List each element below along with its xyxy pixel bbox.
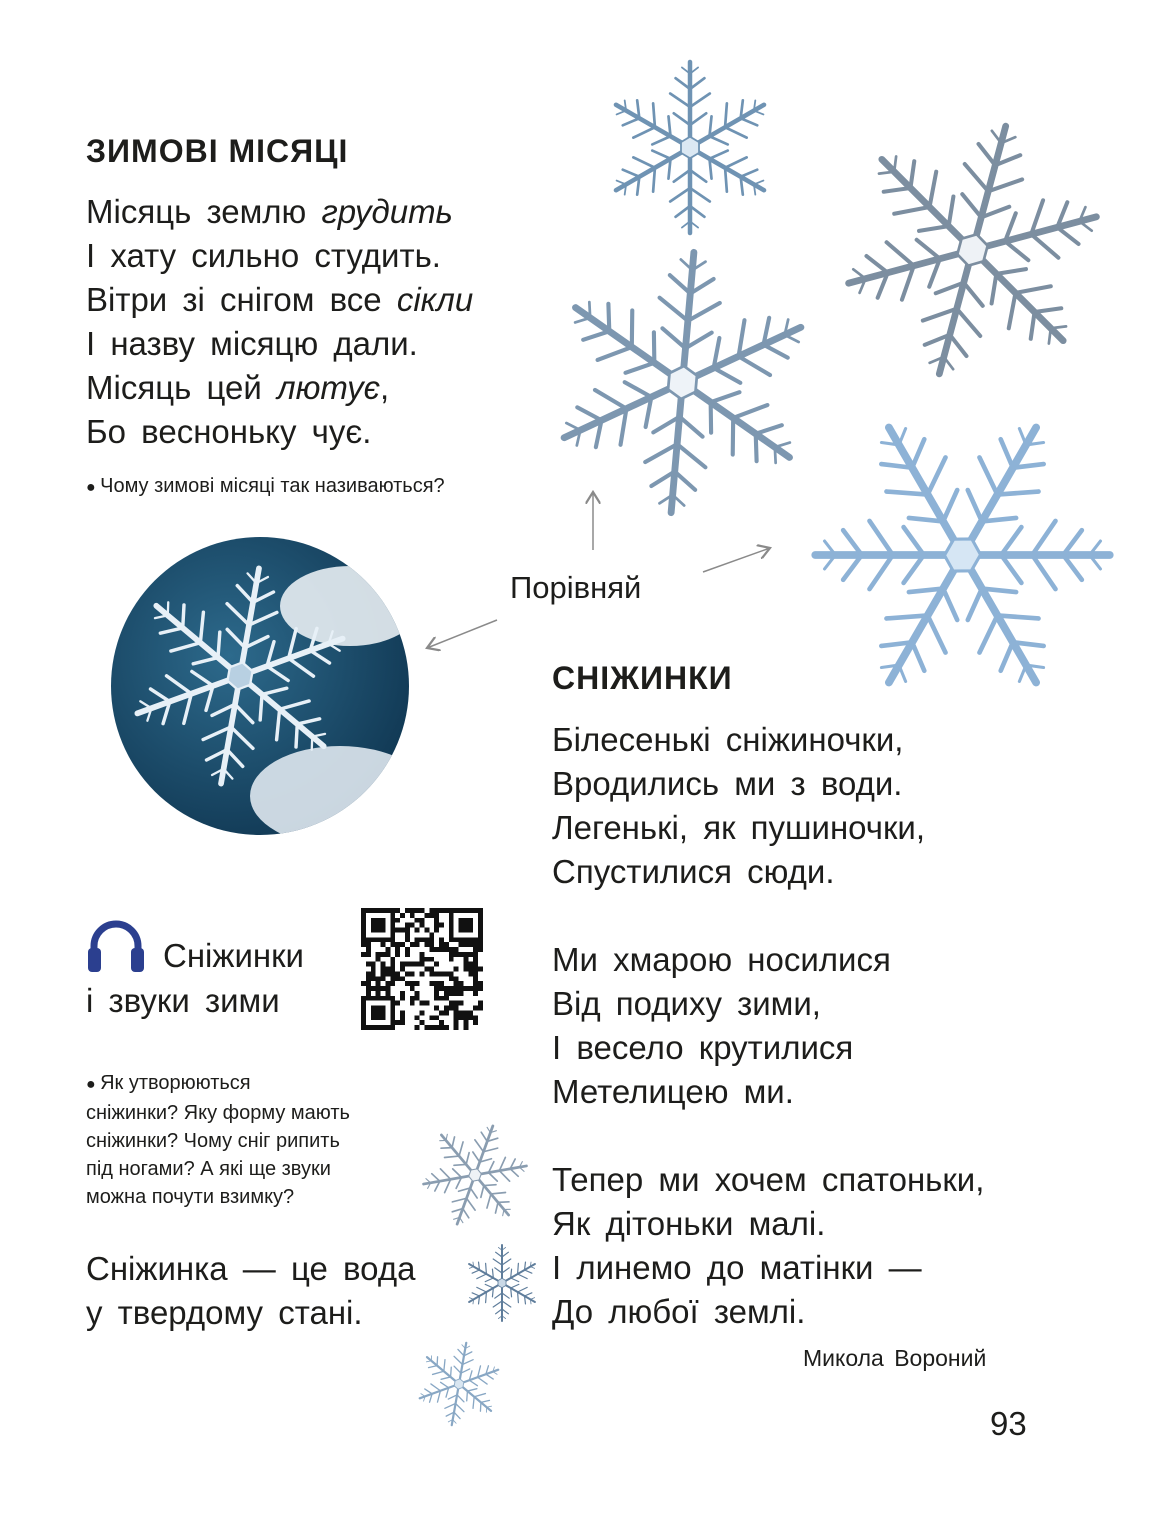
small-snowflake-image bbox=[415, 1340, 503, 1428]
question-line: під ногами? А які ще звуки bbox=[86, 1158, 331, 1180]
questions-block bbox=[86, 1069, 350, 1211]
audio-title-line1[interactable]: Сніжинки bbox=[163, 937, 304, 974]
poem1-line: Вітри зі снігом все сікли bbox=[86, 281, 474, 318]
snowflake-photo bbox=[110, 536, 410, 836]
snowflake-image bbox=[540, 245, 825, 520]
audio-title-line2[interactable]: і звуки зими bbox=[86, 982, 280, 1019]
question-line: сніжинки? Яку форму мають bbox=[86, 1102, 350, 1124]
poem1-title: ЗИМОВІ МІСЯЦІ bbox=[86, 133, 349, 169]
fact-text bbox=[86, 1247, 415, 1335]
poem1-line: Бо весноньку чує. bbox=[86, 413, 372, 450]
qr-code[interactable] bbox=[361, 908, 483, 1030]
poem2-line: І весело крутилися bbox=[552, 1029, 854, 1066]
poem2-line: Тепер ми хочем спатоньки, bbox=[552, 1161, 985, 1198]
poem2-line: Як дітоньки малі. bbox=[552, 1205, 826, 1242]
snowflake-image bbox=[800, 400, 1125, 710]
snowflake-image bbox=[600, 55, 780, 240]
poem1-text bbox=[86, 190, 473, 454]
poem2-line: Вродились ми з води. bbox=[552, 765, 903, 802]
poem1-line: І назву місяцю дали. bbox=[86, 325, 418, 362]
headphones-icon[interactable] bbox=[86, 918, 146, 974]
page-number: 93 bbox=[990, 1405, 1027, 1442]
poem2-line: Метелицею ми. bbox=[552, 1073, 794, 1110]
question-line: можна почути взимку? bbox=[86, 1186, 295, 1208]
small-snowflake-image bbox=[420, 1120, 530, 1230]
poem2-stanza bbox=[552, 938, 984, 1114]
poem2-line: До любої землі. bbox=[552, 1293, 806, 1330]
snowflake-image bbox=[835, 115, 1110, 385]
poem2-title: СНІЖИНКИ bbox=[552, 660, 733, 696]
poem2-line: Спустилися сюди. bbox=[552, 853, 835, 890]
poem2-author: Микола Вороний bbox=[803, 1345, 987, 1371]
compare-label: Порівняй bbox=[510, 570, 642, 605]
poem2-line: Легенькі, як пушиночки, bbox=[552, 809, 926, 846]
poem1-question: ● Чому зимові місяці так називаються? bbox=[86, 472, 445, 502]
poem1-line: Місяць землю грудить bbox=[86, 193, 453, 230]
poem2-line: Від подиху зими, bbox=[552, 985, 821, 1022]
poem2-text bbox=[552, 718, 984, 1334]
question-line: сніжинки? Чому сніг рипить bbox=[86, 1130, 340, 1152]
fact-line: Сніжинка — це вода bbox=[86, 1250, 416, 1287]
poem2-line: Ми хмарою носилися bbox=[552, 941, 891, 978]
poem1-line: І хату сильно студить. bbox=[86, 237, 441, 274]
fact-line: у твердому стані. bbox=[86, 1294, 363, 1331]
poem1-line: Місяць цей лютує, bbox=[86, 369, 390, 406]
poem2-stanza bbox=[552, 1158, 984, 1334]
poem2-line: І линемо до матінки — bbox=[552, 1249, 922, 1286]
small-snowflake-image bbox=[462, 1243, 542, 1323]
poem2-stanza bbox=[552, 718, 984, 894]
question-line: ● Як утворюються bbox=[86, 1069, 350, 1099]
poem2-line: Білесенькі сніжиночки, bbox=[552, 721, 904, 758]
